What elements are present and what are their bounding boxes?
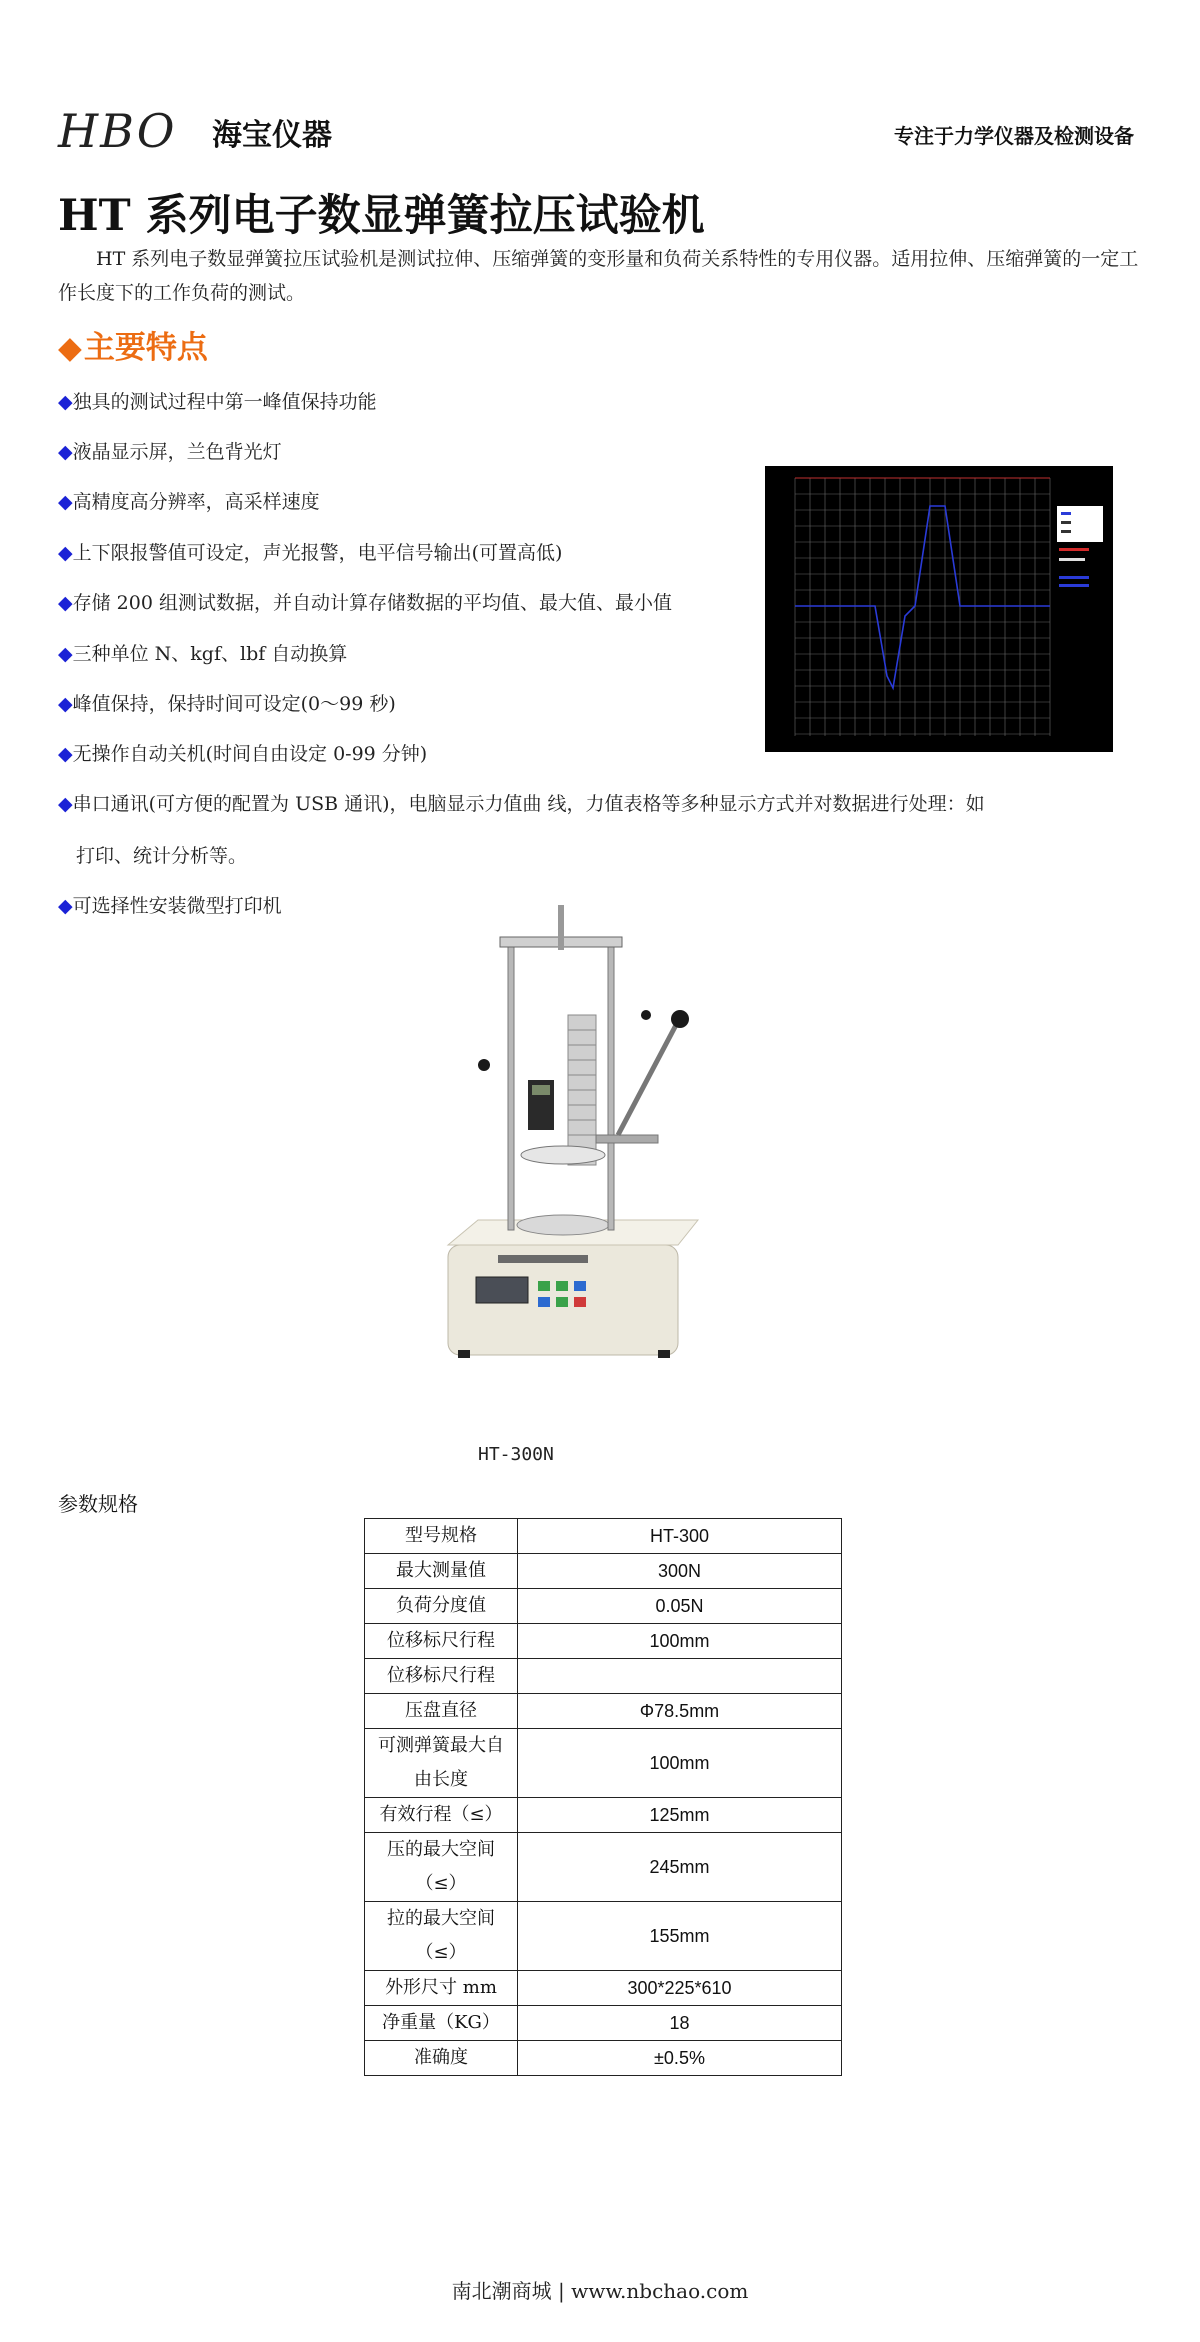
feature-text: 串口通讯(可方便的配置为 USB 通讯)，电脑显示力值曲 线，力值表格等多种显示方式并对数据进行处理：如	[72, 793, 985, 815]
header-tagline: 专注于力学仪器及检测设备	[894, 124, 1134, 148]
product-image	[418, 905, 730, 1415]
spec-value: 100mm	[518, 1624, 842, 1659]
spec-key: 负荷分度值	[365, 1589, 518, 1624]
force-curve-graphic	[765, 466, 1113, 752]
spec-value: 245mm	[518, 1833, 842, 1902]
footer: 南北潮商城 | www.nbchao.com	[451, 2279, 749, 2303]
logo: HBO	[58, 104, 177, 158]
spec-value: 300*225*610	[518, 1971, 842, 2006]
features-heading	[58, 322, 208, 367]
diamond-bullet-icon: ◆	[58, 542, 73, 564]
table-row	[365, 2006, 842, 2041]
table-row	[365, 1519, 842, 1554]
spec-value	[518, 1659, 842, 1694]
spec-value: ±0.5%	[518, 2041, 842, 2076]
diamond-bullet-icon: ◆	[58, 441, 73, 463]
diamond-bullet-icon: ◆	[58, 592, 73, 614]
table-row	[365, 1554, 842, 1589]
feature-item	[58, 688, 396, 720]
spring-tester-illustration	[418, 905, 730, 1415]
table-row	[365, 1589, 842, 1624]
feature-item	[58, 788, 1118, 820]
diamond-bullet-icon: ◆	[58, 693, 73, 715]
specs-label: 参数规格	[58, 1492, 138, 1516]
feature-item	[58, 738, 427, 770]
feature-item	[58, 486, 320, 518]
table-row	[365, 1833, 842, 1902]
brand-name: 海宝仪器	[212, 118, 332, 153]
spec-key: 有效行程（≤）	[365, 1798, 518, 1833]
feature-text: 存储 200 组测试数据，并自动计算存储数据的平均值、最大值、最小值	[72, 592, 672, 614]
diamond-icon: ◆	[58, 330, 82, 366]
table-row	[365, 1971, 842, 2006]
feature-continuation: 打印、统计分析等。	[76, 845, 248, 867]
specs-table	[364, 1518, 842, 2076]
table-row	[365, 2041, 842, 2076]
table-row	[365, 1659, 842, 1694]
features-heading-text: 主要特点	[83, 330, 208, 366]
spec-key: 净重量（KG）	[365, 2006, 518, 2041]
spec-key: 压盘直径	[365, 1694, 518, 1729]
feature-text: 三种单位 N、kgf、lbf 自动换算	[72, 643, 348, 665]
spec-key: 压的最大空间（≤）	[365, 1833, 518, 1902]
table-row	[365, 1729, 842, 1798]
diamond-bullet-icon: ◆	[58, 643, 73, 665]
spec-key: 位移标尺行程	[365, 1624, 518, 1659]
feature-text: 峰值保持，保持时间可设定(0～99 秒)	[72, 693, 396, 715]
intro-paragraph: HT 系列电子数显弹簧拉压试验机是测试拉伸、压缩弹簧的变形量和负荷关系特性的专用仪器。适用拉伸、压缩弹簧的一定工作长度下的工作负荷的测试。	[58, 248, 1139, 304]
feature-text: 可选择性安装微型打印机	[72, 895, 282, 917]
spec-key: 拉的最大空间（≤）	[365, 1902, 518, 1971]
spec-value: 100mm	[518, 1729, 842, 1798]
diamond-bullet-icon: ◆	[58, 391, 73, 413]
table-row	[365, 1624, 842, 1659]
spec-key: 型号规格	[365, 1519, 518, 1554]
diamond-bullet-icon: ◆	[58, 895, 73, 917]
feature-text: 无操作自动关机(时间自由设定 0-99 分钟)	[72, 743, 428, 765]
spec-value: 18	[518, 2006, 842, 2041]
spec-key: 准确度	[365, 2041, 518, 2076]
spec-value: Φ78.5mm	[518, 1694, 842, 1729]
software-curve-screenshot	[765, 466, 1113, 752]
spec-key: 最大测量值	[365, 1554, 518, 1589]
spec-value: 0.05N	[518, 1589, 842, 1624]
page-title: HT 系列电子数显弹簧拉压试验机	[58, 191, 705, 241]
feature-item	[58, 436, 282, 468]
diamond-bullet-icon: ◆	[58, 793, 73, 815]
feature-text: 液晶显示屏，兰色背光灯	[72, 441, 282, 463]
table-row	[365, 1798, 842, 1833]
spec-value: 125mm	[518, 1798, 842, 1833]
feature-item	[58, 587, 672, 619]
feature-item	[58, 638, 347, 670]
spec-value: HT-300	[518, 1519, 842, 1554]
feature-text: 上下限报警值可设定，声光报警，电平信号输出(可置高低)	[72, 542, 563, 564]
feature-item	[58, 890, 282, 922]
feature-item	[58, 386, 377, 418]
table-row	[365, 1694, 842, 1729]
feature-text: 独具的测试过程中第一峰值保持功能	[72, 391, 377, 413]
diamond-bullet-icon: ◆	[58, 491, 73, 513]
spec-key: 外形尺寸 mm	[365, 1971, 518, 2006]
feature-item	[58, 537, 562, 569]
feature-text: 高精度高分辨率，高采样速度	[72, 491, 320, 513]
spec-key: 可测弹簧最大自由长度	[365, 1729, 518, 1798]
spec-value: 300N	[518, 1554, 842, 1589]
table-row	[365, 1902, 842, 1971]
spec-value: 155mm	[518, 1902, 842, 1971]
spec-key: 位移标尺行程	[365, 1659, 518, 1694]
product-caption: HT-300N	[478, 1444, 554, 1465]
diamond-bullet-icon: ◆	[58, 743, 73, 765]
